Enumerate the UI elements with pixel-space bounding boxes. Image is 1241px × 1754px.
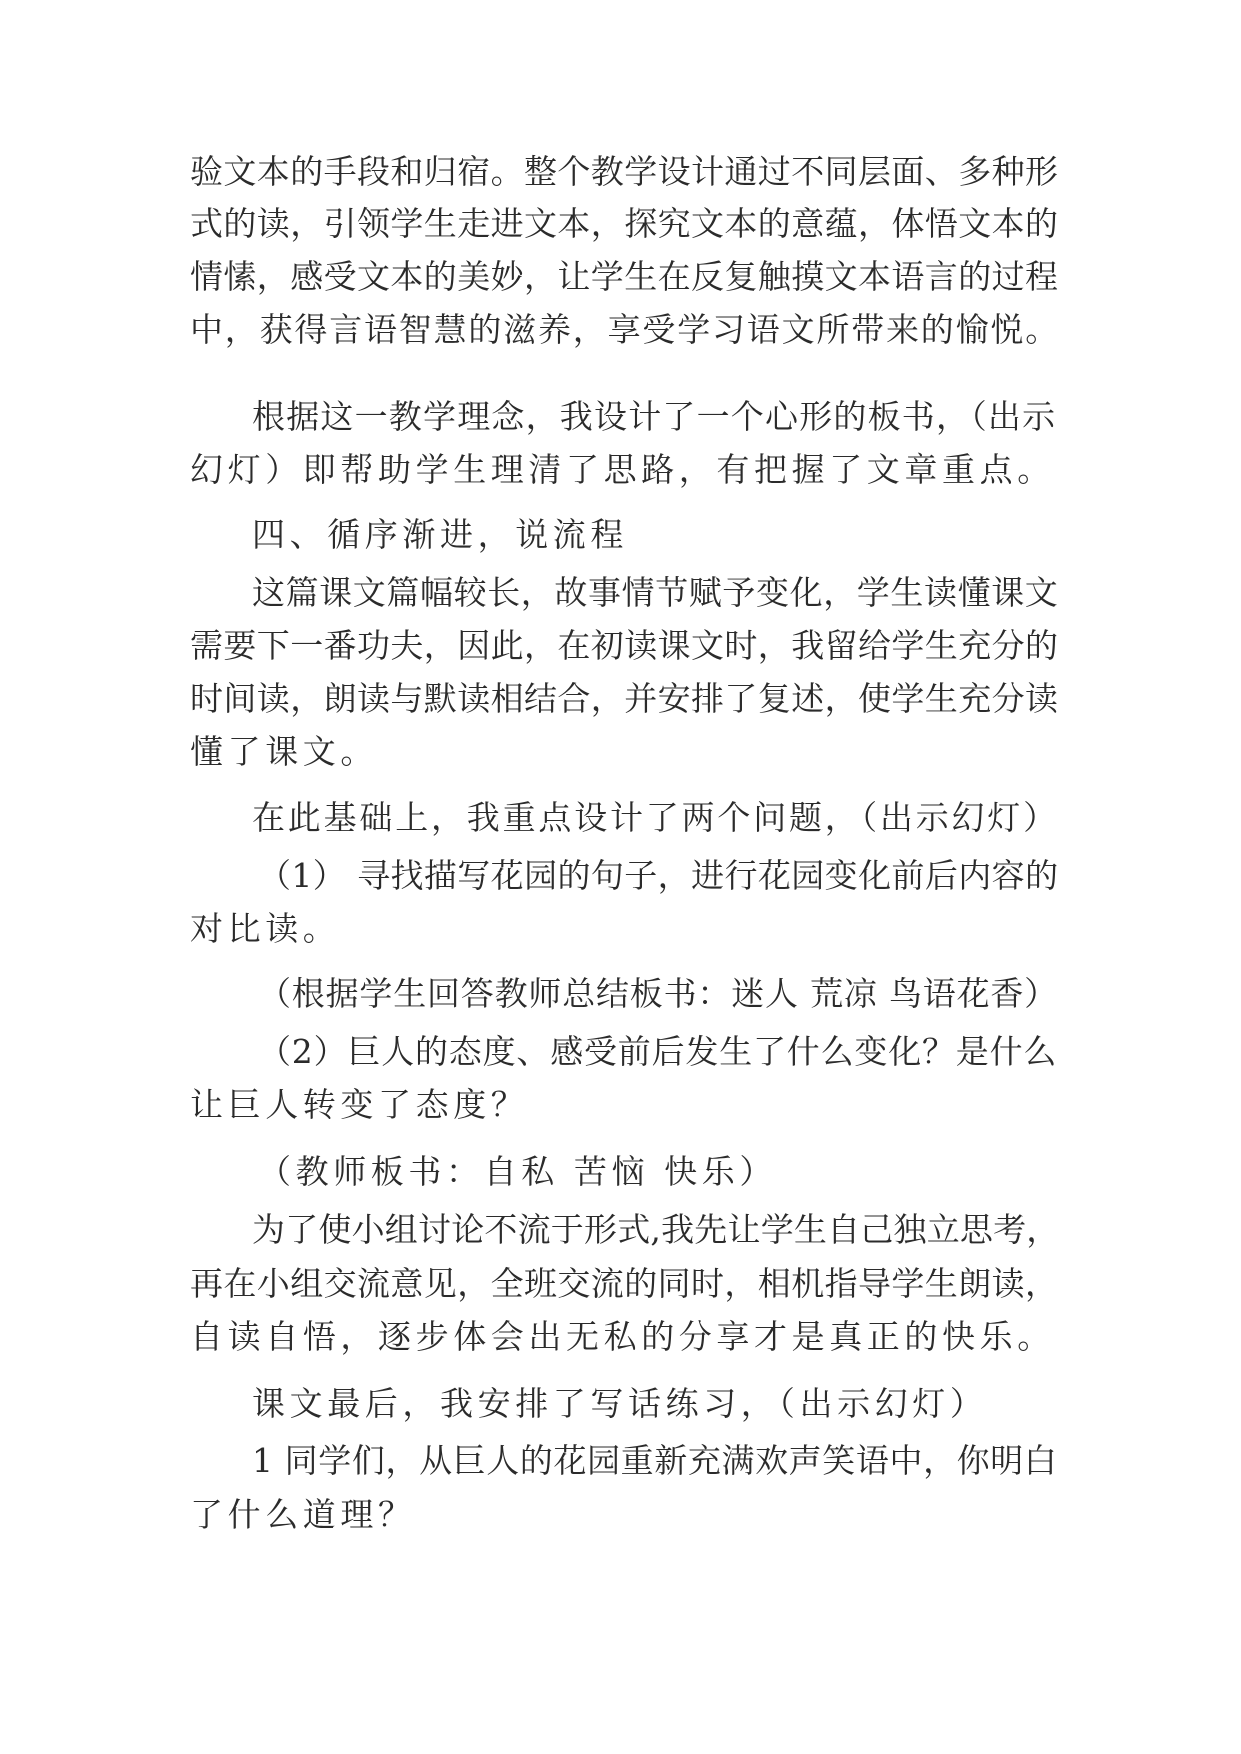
- text-line-17: 让巨人转变了态度？: [190, 1085, 529, 1124]
- text-line-18: （教师板书：自私 苦恼 快乐）: [258, 1152, 777, 1191]
- text-line-20: 再在小组交流意见，全班交流的同时，相机指导学生朗读，: [190, 1264, 1059, 1303]
- text-line-11: 懂了课文。: [190, 732, 378, 771]
- text-line-19: 为了使小组讨论不流于形式,我先让学生自己独立思考，: [252, 1210, 1060, 1249]
- text-line-8: 这篇课文篇幅较长，故事情节赋予变化，学生读懂课文: [252, 573, 1059, 612]
- text-line-5: 根据这一教学理念，我设计了一个心形的板书，（出示: [252, 397, 1057, 436]
- text-line-2: 式的读，引领学生走进文本，探究文本的意蕴，体悟文本的: [190, 204, 1059, 243]
- text-line-21: 自读自悟，逐步体会出无私的分享才是真正的快乐。: [190, 1317, 1055, 1356]
- text-line-14: 对比读。: [190, 909, 341, 948]
- text-line-15: （根据学生回答教师总结板书：迷人 荒凉 鸟语花香）: [258, 974, 1058, 1013]
- text-line-10: 时间读，朗读与默读相结合，并安排了复述，使学生充分读: [190, 679, 1059, 718]
- text-line-9: 需要下一番功夫，因此，在初读课文时，我留给学生充分的: [190, 626, 1059, 665]
- text-line-24: 了什么道理？: [190, 1495, 416, 1534]
- text-line-6: 幻灯）即帮助学生理清了思路，有把握了文章重点。: [190, 450, 1055, 489]
- text-line-1: 验文本的手段和归宿。整个教学设计通过不同层面、多种形: [190, 152, 1059, 191]
- text-line-4: 中，获得言语智慧的滋养，享受学习语文所带来的愉悦。: [190, 310, 1060, 349]
- text-line-23: 1 同学们，从巨人的花园重新充满欢声笑语中，你明白: [252, 1441, 1058, 1480]
- text-line-13: （1） 寻找描写花园的句子，进行花园变化前后内容的: [258, 856, 1059, 895]
- text-line-12: 在此基础上，我重点设计了两个问题，（出示幻灯）: [252, 798, 1059, 837]
- text-line-22: 课文最后，我安排了写话练习，（出示幻灯）: [252, 1384, 988, 1423]
- text-line-16: （2）巨人的态度、感受前后发生了什么变化？是什么: [258, 1032, 1058, 1071]
- text-line-3: 情愫，感受文本的美妙，让学生在反复触摸文本语言的过程: [190, 257, 1059, 296]
- section-heading: 四、循序渐进，说流程: [252, 515, 628, 554]
